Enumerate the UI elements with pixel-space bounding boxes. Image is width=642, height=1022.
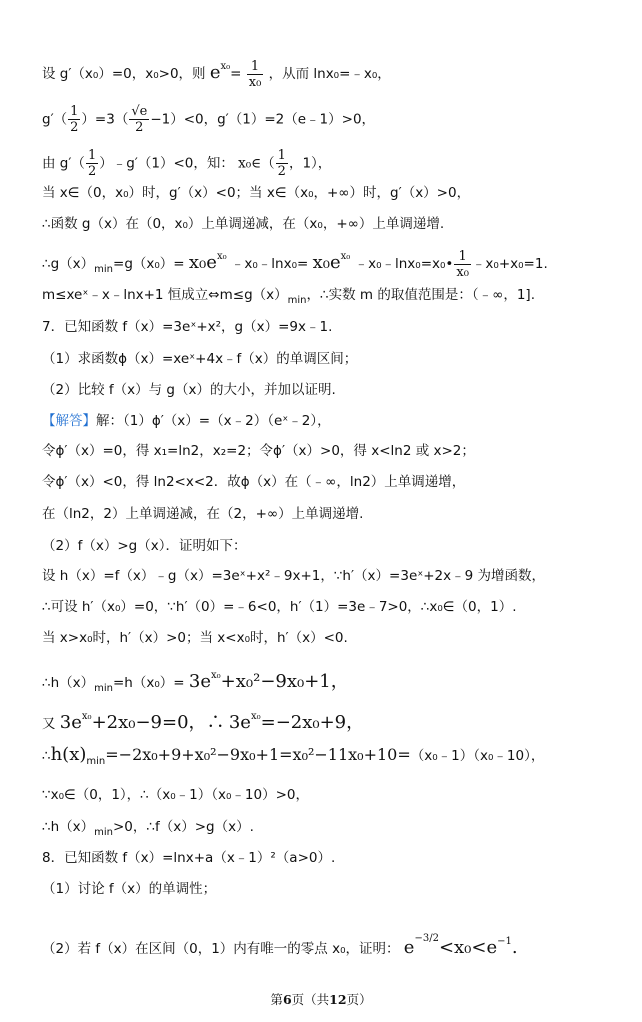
line-4: 当 x∈（0，x₀）时，g′（x）<0；当 x∈（x₀，+∞）时，g′（x）>0， — [42, 185, 471, 201]
line-18: 当 x>x₀时，h′（x）>0；当 x<x₀时，h′（x）<0. — [42, 630, 348, 646]
line-12: 令ϕ′（x）=0，得 x₁=ln2，x₂=2；令ϕ′（x）>0，得 x<ln2 或 x>2； — [42, 443, 475, 459]
line-22: ∵x₀∈（0，1），∴（x₀﹣1）（x₀﹣10）>0， — [42, 787, 309, 803]
problem-7-title: 7．已知函数 f（x）=3eˣ+x²，g（x）=9x﹣1. — [42, 319, 333, 335]
answer-tag: 【解答】 — [42, 413, 96, 429]
line-15: （2）f（x）>g（x）．证明如下： — [42, 538, 247, 554]
page-number: 6 — [282, 992, 292, 1007]
line-13: 令ϕ′（x）<0，得 ln2<x<2．故ϕ（x）在（﹣∞，ln2）上单调递增， — [42, 474, 466, 490]
line-20: 又 $3e^{x_0}+2x_0-9=0$，∴ $3e^{x_0}=-2x_0+9$， — [42, 711, 365, 733]
problem-8-part-1: （1）讨论 f（x）的单调性； — [42, 881, 217, 897]
page-total: 12 — [329, 992, 347, 1007]
problem-8-part-2: （2）若 f（x）在区间（0，1）内有唯一的零点 x₀，证明： $e^{-3/2}<x_0<e^{-1}$. — [42, 933, 518, 958]
fraction: $\frac{1}{\text{x₀}}$ — [248, 58, 262, 90]
page-footer: 第6页（共12页） — [270, 992, 372, 1007]
line-3: 由 g′（ $\frac{1}{2}$ ）﹣g′（1）<0，知： x₀∈（ $\frac{1}{2}$ ，1）， — [42, 148, 332, 179]
line-5: ∴函数 g（x）在（0，x₀）上单调递减，在（x₀，+∞）上单调递增. — [42, 216, 445, 232]
line-19: $\therefore h(x)_{min}=h(x_0)= 3e^{x_0}+x_0^2-9x_0+1$， — [42, 670, 349, 694]
answer-line: 【解答】解：（1）ϕ′（x）=（x﹣2）（eˣ﹣2）， — [42, 413, 331, 429]
line-14: 在（ln2，2）上单调递减，在（2，+∞）上单调递增. — [42, 506, 364, 522]
problem-7-part-1: （1）求函数ϕ（x）=xeˣ+4x﹣f（x）的单调区间； — [42, 351, 358, 367]
problem-7-part-2: （2）比较 f（x）与 g（x）的大小，并加以证明. — [42, 382, 336, 398]
line-6: $\therefore g(x)_{min}=g(x_0)= x_0e^{x_0}$ ﹣x₀﹣lnx₀= $x_0e^{x_0}$ ﹣x₀﹣lnx₀=x₀• $\frac{1}{\text{x₀}}$ ﹣x₀+x₀=1. — [42, 248, 548, 280]
line-21: $\therefore h(x)_{min}=-2x_0+9+x_0^2-9x_0+1=x_0^2-11x_0+10=(x_0﹣1)(x_0﹣10)$， — [42, 744, 545, 767]
line-17: ∴可设 h′（x₀）=0，∵h′（0）=﹣6<0，h′（1）=3e﹣7>0，∴x₀∈（0，1）. — [42, 599, 517, 615]
line-7: m≤xeˣ﹣x﹣lnx+1 恒成立$\Leftrightarrow m\le g(x)_{min}$，∴实数 m 的取值范围是：（﹣∞，1]. — [42, 287, 535, 306]
problem-8-title: 8．已知函数 f（x）=lnx+a（x﹣1）²（a>0）. — [42, 850, 336, 866]
line-16: 设 h（x）=f（x）﹣g（x）=3eˣ+x²﹣9x+1，∵h′（x）=3eˣ+2x﹣9 为增函数， — [42, 568, 546, 584]
line-2: g′（ $\frac{1}{2}$ ）=3（ $\frac{√e}{2}$ −1）<0，g′（1）=2（e﹣1）>0， — [42, 104, 376, 135]
line-1: 设 g′（x₀）=0，x₀>0，则 $e^{x_0}=$ $\frac{1}{\text{x₀}}$ ，从而 lnx₀=﹣x₀， — [42, 58, 391, 90]
line-23: $\therefore h(x)_{min}>0$，∴f（x）>g（x）. — [42, 819, 254, 838]
